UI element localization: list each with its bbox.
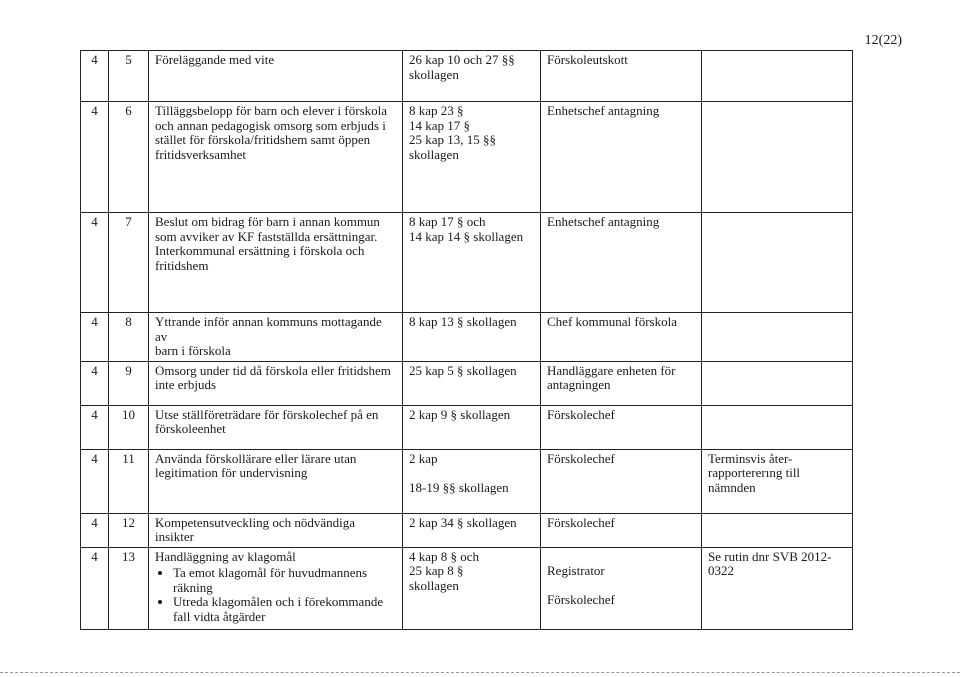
legal-reference: 8 kap 17 § och 14 kap 14 § skollagen [403, 213, 541, 313]
paragraph-number: 4 [81, 547, 109, 629]
list-item: • Utreda klagomålen och i förekommande fall vidta åtgärder [173, 595, 396, 624]
page-number: 12(22) [864, 33, 902, 48]
paragraph-number: 4 [81, 513, 109, 547]
delegate-role: Enhetschef antagning [541, 213, 702, 313]
item-number: 7 [109, 213, 149, 313]
list-item: • Ta emot klagomål för huvudmannens räkning [173, 566, 396, 595]
item-number: 8 [109, 313, 149, 362]
paragraph-number: 4 [81, 51, 109, 102]
item-number: 13 [109, 547, 149, 629]
legal-reference: 8 kap 13 § skollagen [403, 313, 541, 362]
delegate-role: Förskoleutskott [541, 51, 702, 102]
remark [702, 361, 853, 405]
delegate-role: Registrator Förskolechef [541, 547, 702, 629]
legal-reference: 2 kap 18-19 §§ skollagen [403, 449, 541, 513]
matter-description: Kompetensutveckling och nödvändiga insikter [149, 513, 403, 547]
delegate-role: Handläggare enheten för antagningen [541, 361, 702, 405]
legal-reference: 2 kap 34 § skollagen [403, 513, 541, 547]
matter-description: Använda förskollärare eller lärare utan legitimation för undervisning [149, 449, 403, 513]
table-row [81, 213, 853, 313]
table-row [81, 547, 853, 629]
remark: Se rutin dnr SVB 2012- 0322 [702, 547, 853, 629]
legal-reference: 25 kap 5 § skollagen [403, 361, 541, 405]
paragraph-number: 4 [81, 449, 109, 513]
delegation-table [80, 50, 853, 630]
remark [702, 405, 853, 449]
item-number: 12 [109, 513, 149, 547]
matter-description: Yttrande inför annan kommuns mottagande av barn i förskola [149, 313, 403, 362]
remark [702, 213, 853, 313]
matter-description: Omsorg under tid då förskola eller fritidshem inte erbjuds [149, 361, 403, 405]
matter-title: Handläggning av klagomål [155, 548, 296, 564]
paragraph-number: 4 [81, 405, 109, 449]
table-row [81, 313, 853, 362]
matter-description: Föreläggande med vite [149, 51, 403, 102]
table-row [81, 361, 853, 405]
remark [702, 102, 853, 213]
table-row [81, 405, 853, 449]
item-number: 10 [109, 405, 149, 449]
delegate-role: Chef kommunal förskola [541, 313, 702, 362]
legal-reference: 8 kap 23 § 14 kap 17 § 25 kap 13, 15 §§ skollagen [403, 102, 541, 213]
page-bottom-rule [0, 672, 960, 673]
item-number: 9 [109, 361, 149, 405]
remark [702, 51, 853, 102]
delegate-role: Enhetschef antagning [541, 102, 702, 213]
table-row [81, 51, 853, 102]
legal-reference: 4 kap 8 § och 25 kap 8 § skollagen [403, 547, 541, 629]
paragraph-number: 4 [81, 102, 109, 213]
delegate-role: Förskolechef [541, 513, 702, 547]
paragraph-number: 4 [81, 361, 109, 405]
table-row [81, 102, 853, 213]
table-row [81, 513, 853, 547]
delegate-role: Förskolechef [541, 405, 702, 449]
matter-description: Utse ställföreträdare för förskolechef på en förskoleenhet [149, 405, 403, 449]
item-number: 5 [109, 51, 149, 102]
matter-description: Beslut om bidrag för barn i annan kommun som avviker av KF fastställda ersättningar. Interkommunal ersättning i förskola och fritidshem [149, 213, 403, 313]
delegate-role: Förskolechef [541, 449, 702, 513]
legal-reference: 2 kap 9 § skollagen [403, 405, 541, 449]
item-number: 6 [109, 102, 149, 213]
legal-reference: 26 kap 10 och 27 §§ skollagen [403, 51, 541, 102]
paragraph-number: 4 [81, 313, 109, 362]
table-row [81, 449, 853, 513]
paragraph-number: 4 [81, 213, 109, 313]
bullet-list [155, 566, 396, 624]
matter-description [149, 547, 403, 629]
item-number: 11 [109, 449, 149, 513]
remark [702, 513, 853, 547]
matter-description: Tilläggsbelopp för barn och elever i förskola och annan pedagogisk omsorg som erbjuds i stället för förskola/fritidshem samt öppen fritidsverksamhet [149, 102, 403, 213]
remark [702, 313, 853, 362]
remark: Terminsvis åter- rapportererıng till nämnden [702, 449, 853, 513]
